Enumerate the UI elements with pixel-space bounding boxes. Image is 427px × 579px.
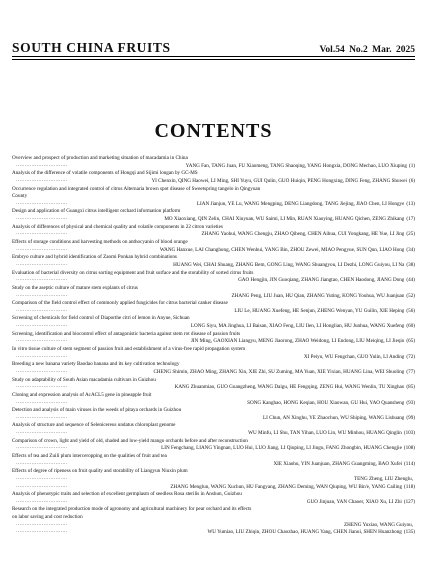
article-authors: WU Yumiao, LIU Zhiqin, ZHOU Chaozhao, HUANG Yang, CHEN Jianui, SHEN Huanzhong (207, 529, 402, 536)
article-authors: XI Peiyu, WU Fengchan, GUO Yulin, LI Anding (303, 353, 405, 360)
article-title: Screening, identification and biocontrol effect of antagonistic bacteria against stem rot disease of passion fruits (12, 330, 241, 337)
page-number: (77) (406, 368, 415, 375)
toc-entry-title-line (12, 407, 415, 415)
page-number: (38) (406, 261, 415, 268)
dot-leader: ······························ (16, 307, 68, 314)
toc-entry-title-line (12, 438, 415, 446)
dot-leader: ······························ (16, 414, 68, 421)
article-title: Screening of chemicals for field control of Diaporthe citri of lemon in Anyue, Sichuan (12, 315, 190, 322)
toc-entry-title-line (12, 422, 415, 430)
article-title: Effects of storage conditions and harvesting methods on anthocyanin of blood orange (12, 239, 188, 246)
toc-entry-author-line (12, 338, 415, 346)
toc-entry-author-line (12, 277, 415, 285)
article-title: Occurrence regulation and integrated control of citrus Alternaria brown spot disease of Sweetspring tangelo in Qingyuan (12, 185, 261, 192)
page-number: (6) (409, 177, 415, 184)
article-authors: LONG Siyu, MA Jinghua, LI Baisan, XIAO Feng, LIU Ilen, LI Honglian, HU Junhua, WANG Xuefeng (190, 323, 405, 330)
dot-leader: ······························ (16, 261, 68, 268)
toc-entry-title-line (12, 377, 415, 385)
article-title: Cloning and expression analysis of AcACL5 gene in pineapple fruit (12, 391, 152, 398)
article-title: Breeding a new banana variety Baodao banana and its key cultivation technology (12, 361, 180, 368)
page-number: (44) (406, 277, 415, 284)
toc-entry-title-line (12, 186, 415, 194)
toc-entry-author-line (12, 484, 415, 492)
article-title-continued: on labor saving and cost reduction (12, 514, 83, 521)
toc-entry-title-line (12, 491, 415, 499)
page-number: (108) (403, 445, 415, 452)
page-number: (13) (406, 200, 415, 207)
dot-leader: ······························ (16, 483, 68, 490)
table-of-contents (12, 155, 415, 537)
toc-entry-title-line (12, 208, 415, 216)
toc-entry-title-line (12, 270, 415, 278)
toc-entry-author-line (12, 231, 415, 239)
page-number: (65) (406, 338, 415, 345)
article-title: Overview and prospect of production and marketing situation of macadamia in China (12, 155, 188, 161)
page-number: (17) (406, 216, 415, 223)
dot-leader: ······························ (16, 177, 68, 184)
article-authors: GAO Hengjin, JIN Guoqiang, ZHANG Jiangtao, CHEN Haodong, JIANG Dong (238, 277, 405, 284)
toc-entry-author-line (12, 445, 415, 453)
page-number: (34) (406, 246, 415, 253)
toc-entry-title-line (12, 514, 415, 522)
article-authors: JIN Ming, GAOXIAN Liangyu, MENG Jiaorong, ZHAO Weidong, LI Endong, LIU Meiqing, LI Jieqiu (190, 338, 405, 345)
dot-leader: ······························ (16, 445, 68, 452)
page-number: (60) (406, 323, 415, 330)
dot-leader: ······························ (16, 231, 68, 238)
dot-leader: ······························ (16, 399, 68, 406)
article-authors: ZHENG Yuxiao, WANG Guiyou, (344, 521, 413, 528)
article-title: Analysis of differences of physical and chemical quality and volatile components in 22 citron varieties (12, 223, 223, 230)
dot-leader: ······························ (16, 277, 68, 284)
header-rule-thick (12, 56, 415, 57)
toc-entry-title-line (12, 224, 415, 232)
article-title: Evaluation of bacterial diversity on citrus sorting equipment and fruit surface and the storability of sorted citrus fruits (12, 269, 254, 276)
journal-header (12, 40, 415, 56)
toc-entry-author-line (12, 201, 415, 209)
article-title: Comparison of crown, light and yield of old, shaded and low-yield mango orchards before and after reconstruction (12, 437, 248, 444)
dot-leader: ······························ (16, 353, 68, 360)
dot-leader: ······························ (16, 368, 68, 375)
article-title: Research on the integrated production mode of agronomy and agricultural machinery for pear orchard and its effects (12, 506, 252, 513)
article-title: Study on adaptability of South Asian macadamia cultivars in Guizhou (12, 376, 156, 383)
toc-entry-author-line (12, 529, 415, 537)
article-title: Embryo culture and hybrid identification of Zaomi Ponkan hybrid combinations (12, 254, 177, 261)
toc-entry-author-line (12, 384, 415, 392)
toc-entry-title-line (12, 300, 415, 308)
toc-entry-author-line (12, 476, 415, 484)
page-number: (99) (406, 414, 415, 421)
article-authors: YANG Fan, TANG Juan, FU Xiaomeng, TANG Shaoqing, YANG Hongxia, DONG Mechao, LUO Xiuping (185, 162, 407, 169)
toc-entry-title-line (12, 506, 415, 514)
article-title: Effects of tea and Zuili plum interceropping on the qualities of fruit and tea (12, 452, 167, 459)
page-number: (52) (406, 292, 415, 299)
toc-entry-author-line (12, 216, 415, 224)
toc-entry-title-line (12, 331, 415, 339)
article-authors: HUANG Wei, CHAI Shuang, ZHANG Bem, GONG Ling, WANG Shuangyou, LI Dezhi, LONG Guiyou, LI Na (173, 261, 405, 268)
article-title-continued: County (12, 193, 28, 200)
dot-leader: ······························ (16, 384, 68, 391)
article-title: Analysis of phenotypic traits and selection of excellent germplasm of seedless Rosa sterilis in Anshun, Guizhou (12, 491, 242, 498)
toc-entry-author-line (12, 499, 415, 507)
article-authors: KANG Zhuanmiao, GUO Guangzheng, WANG Daigu, HE Fengqing, ZENG Hui, WANG Wenlin, TU Xinghao (174, 384, 405, 391)
article-title: Effects of degree of ripeness on fruit quality and storability of Liangyun Niuxin plum (12, 468, 188, 475)
toc-entry-author-line (12, 163, 415, 171)
dot-leader: ······························ (16, 338, 68, 345)
toc-entry-title-line (12, 468, 415, 476)
article-title: Design and application of Guangxi citrus intelligent orchard information platform (12, 208, 181, 215)
toc-entry-title-line (12, 361, 415, 369)
article-authors: XIE Xiaohu, YIN Juanjuan, ZHANG Guangming, BAO Xufei (273, 460, 403, 467)
article-authors: SONG Kanghao, HONG Keqian, HOU Xiaowan, GU Hui, YAO Quansheng (247, 399, 405, 406)
toc-entry-author-line (12, 461, 415, 469)
article-authors: TENG Zheng, LIU Zhenglu, (354, 475, 413, 482)
article-authors: MO Xiaoxiang, QIN Zelin, CHAI Xiuyuan, WU Saimi, LI Min, RUAN Xiaoying, HUANG Qichen, ZENG Zhikang (164, 216, 405, 223)
article-authors: GUO Jinjuan, YAN Chaoer, XIAO Xu, LI Zhi (306, 498, 402, 505)
contents-heading: CONTENTS (154, 120, 273, 142)
article-title: In vitro tissue culture of stem segment of passion fruit and establishment of a virus-free rapid propagation system (12, 346, 246, 353)
dot-leader: ······························ (16, 162, 68, 169)
toc-entry-title-line (12, 155, 415, 163)
toc-entry-title-line (12, 453, 415, 461)
toc-entry-author-line (12, 430, 415, 438)
page-number: (25) (406, 231, 415, 238)
toc-entry-author-line (12, 400, 415, 408)
dot-leader: ······························ (16, 323, 68, 330)
dot-leader: ······························ (16, 498, 68, 505)
toc-entry-title-line (12, 346, 415, 354)
article-authors: YI Chenxin, QING Haowei, LI Ming, SHI Yuyu, GUI Qulin, GUO Huiqin, PENG Hongxing, DING Feng, ZHANG Shuwei (151, 177, 407, 184)
toc-entry-title-line (12, 239, 415, 247)
dot-leader: ······························ (16, 430, 68, 437)
article-authors: WANG Hanxue, LAI Changhong, CHEN Wenhui, YANG Bin, ZHOU Zewei, MIAO Pengyue, SUN Qun, LIAO Hong (159, 246, 405, 253)
page-number: (1) (409, 162, 415, 169)
article-authors: ZHANG Peng, LIU Juan, HU Qian, ZHANG Yuting, KONG Youhua, WU Juanjuan (231, 292, 405, 299)
toc-entry-title-line (12, 285, 415, 293)
toc-entry-author-line (12, 262, 415, 270)
page-number: (56) (406, 307, 415, 314)
dot-leader: ······························ (16, 460, 68, 467)
dot-leader: ······························ (16, 216, 68, 223)
toc-entry-title-line (12, 315, 415, 323)
article-title: Detection and analysis of main viruses in the weeds of pitaya orchards in Guizhou (12, 407, 182, 414)
page-number: (114) (404, 460, 415, 467)
toc-entry-title-line (12, 254, 415, 262)
dot-leader: ······························ (16, 475, 68, 482)
toc-entry-author-line (12, 369, 415, 377)
page-number: (118) (404, 483, 415, 490)
article-authors: WU Minfu, LI Shu, TAN Yihan, LUO Lin, WU Minhou, HUANG Qinglin (248, 430, 402, 437)
dot-leader: ······························ (16, 529, 68, 536)
dot-leader: ······························ (16, 200, 68, 207)
article-title: Comparison of the field control effect of commonly applied fungicides for citrus bacterial canker disease (12, 300, 228, 307)
page-number: (93) (406, 399, 415, 406)
article-title: Study on the aseptic culture of mature stem explants of citrus (12, 284, 138, 291)
toc-entry-title-line (12, 170, 415, 178)
toc-entry-author-line (12, 522, 415, 530)
article-authors: CHENG Shimin, ZHAO Ming, ZHANG Xin, XIE Zhi, SU Zuming, MA Yuan, XIE Yixian, HUANG Lina, WEI Shuoling (153, 368, 405, 375)
article-title: Analysis of structure and sequence of Selenicereus undatus chloroplast genome (12, 422, 176, 429)
article-authors: ZHANG Menglun, WANG Xuchun, HU Fangyang, ZHANG Deming, WAN Qiuping, WU Bin'e, YANG Cailing (170, 483, 403, 490)
page-number: (85) (406, 384, 415, 391)
article-authors: LIAN Jianjun, YE Lu, WANG Mengping, DENG Liangdong, TANG Jiejing, JIAO Chen, LI Hongye (196, 200, 405, 207)
article-authors: LI Chun, AN Xinghu, YE Zhaochun, WU Shiping, WANG Lishuang (263, 414, 405, 421)
journal-title: SOUTH CHINA FRUITS (12, 40, 171, 55)
page-number: (135) (403, 529, 415, 536)
issue-info: Vol.54 No.2 Mar. 2025 (319, 45, 415, 55)
toc-entry-author-line (12, 323, 415, 331)
toc-entry-author-line (12, 178, 415, 186)
article-authors: LIN Fengchang, LIANG Yingnan, LUO Hui, LUO Jiang, LI Qiuping, LI Jingu, FANG Zhongbin, HUANG Chengjie (161, 445, 402, 452)
toc-entry-title-line (12, 193, 415, 201)
article-authors: ZHANG Yaohui, WANG Chengju, ZHAO Qiheng, CHEN Aihua, CUI Yongkang, HE Yue, LI Jing (201, 231, 405, 238)
article-authors: LIU Le, HUANG Xuefeng, HE Senjun, ZHENG Wenyan, YU Guilin, XIE Heping (234, 307, 405, 314)
toc-entry-author-line (12, 308, 415, 316)
page-number: (72) (406, 353, 415, 360)
page-number: (103) (403, 430, 415, 437)
page-number: (127) (403, 498, 415, 505)
toc-entry-title-line (12, 392, 415, 400)
toc-entry-author-line (12, 354, 415, 362)
dot-leader: ······························ (16, 292, 68, 299)
header-rule-thin (12, 59, 415, 60)
toc-entry-author-line (12, 247, 415, 255)
article-title: Analysis of the difference of volatile components of Hongqi and Sijimi longan by GC-MS (12, 170, 198, 177)
toc-entry-author-line (12, 415, 415, 423)
dot-leader: ······························ (16, 246, 68, 253)
dot-leader: ······························ (16, 521, 68, 528)
toc-entry-author-line (12, 293, 415, 301)
